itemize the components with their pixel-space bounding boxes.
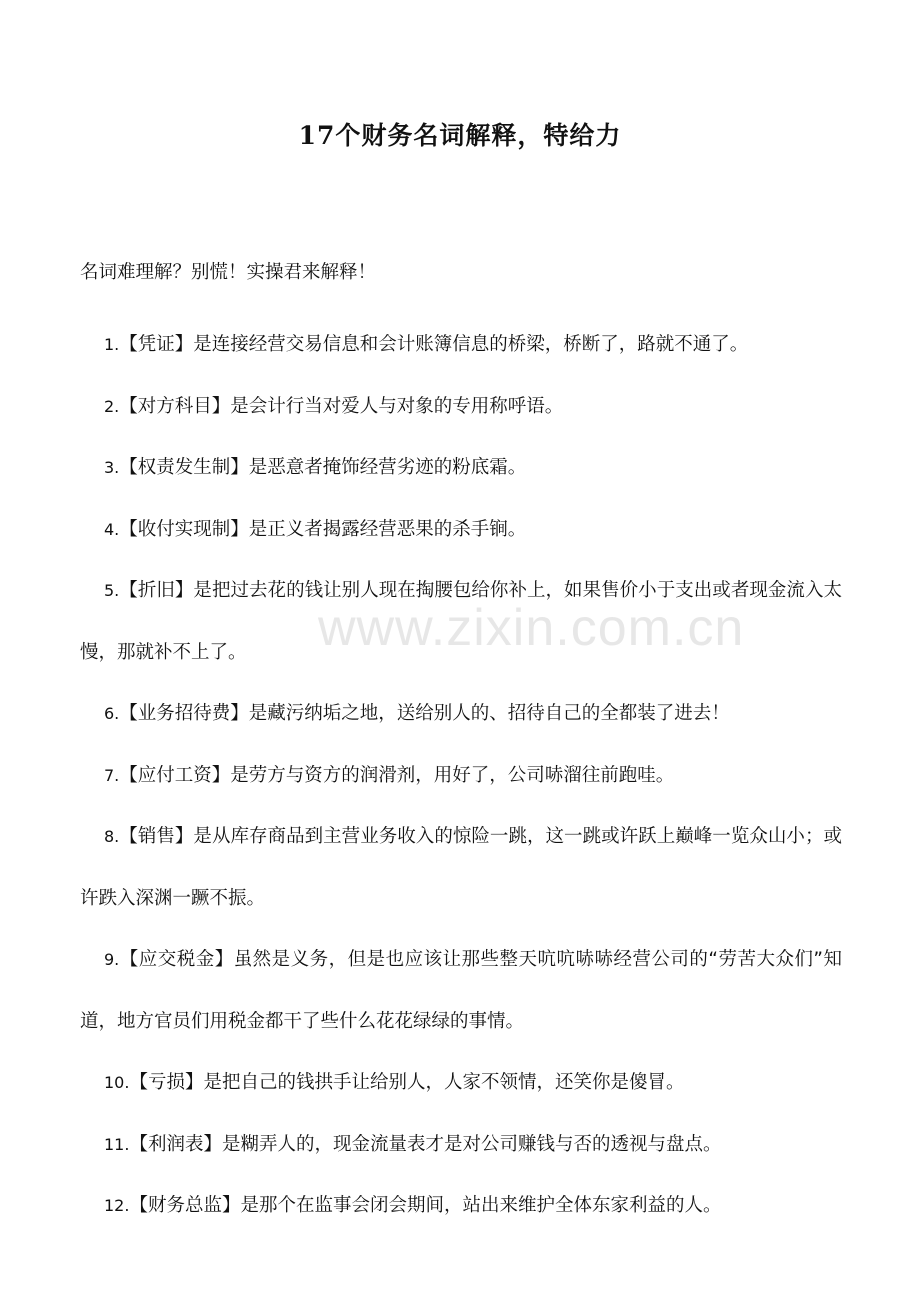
item-text: 【应交税金】虽然是义务，但是也应该让那些整天吭吭哧哧经营公司的“劳苦大众们”知道，地方官员们用税金都干了些什么花花绿绿的事情。	[80, 949, 842, 1032]
item-number: 8.	[104, 827, 120, 846]
watermark: www.zixin.com.cn	[318, 599, 745, 657]
page-title: 17个财务名词解释，特给力	[298, 121, 622, 150]
item-text: 【权责发生制】是恶意者掩饰经营劣迹的粉底霜。	[119, 457, 527, 478]
item-number: 2.	[104, 396, 120, 416]
item-number: 12.	[104, 1196, 130, 1215]
item-text: 【应付工资】是劳方与资方的润滑剂，用好了，公司哧溜往前跑哇。	[119, 764, 675, 786]
list-item	[80, 683, 842, 745]
list-item	[80, 376, 842, 438]
item-text: 【财务总监】是那个在监事会闭会期间，站出来维护全体东家利益的人。	[129, 1195, 722, 1216]
item-number: 9.	[104, 950, 120, 969]
item-number: 3.	[104, 458, 120, 477]
list-item	[80, 929, 842, 1052]
item-text: 【业务招待费】是藏污纳垢之地，送给别人的、招待自己的全都装了进去！	[119, 703, 730, 724]
item-number: 10.	[104, 1073, 130, 1092]
item-number: 4.	[104, 519, 120, 539]
list-item	[80, 560, 842, 683]
list-item	[80, 1175, 842, 1237]
item-text: 【收付实现制】是正义者揭露经营恶果的杀手锏。	[119, 518, 527, 540]
item-number: 11.	[104, 1134, 130, 1154]
item-text: 【凭证】是连接经营交易信息和会计账簿信息的桥梁，桥断了，路就不通了。	[119, 334, 749, 355]
list-item	[80, 1052, 842, 1114]
list-item	[80, 437, 842, 499]
intro-text: 名词难理解？别慌！实操君来解释！	[80, 262, 377, 283]
list-item	[80, 499, 842, 561]
item-number: 1.	[104, 335, 120, 354]
list-item	[80, 314, 842, 376]
term-list	[80, 314, 842, 1237]
item-number: 6.	[104, 704, 120, 723]
list-item	[80, 1114, 842, 1176]
item-text: 【销售】是从库存商品到主营业务收入的惊险一跳，这一跳或许跃上巅峰一览众山小；或许跌入深渊一蹶不振。	[80, 826, 842, 909]
list-item	[80, 806, 842, 929]
item-text: 【亏损】是把自己的钱拱手让给别人，人家不领情，还笑你是傻冒。	[129, 1072, 685, 1093]
list-item	[80, 745, 842, 807]
item-number: 7.	[104, 765, 120, 785]
item-number: 5.	[104, 581, 120, 600]
item-text: 【对方科目】是会计行当对爱人与对象的专用称呼语。	[119, 395, 564, 417]
item-text: 【利润表】是糊弄人的，现金流量表才是对公司赚钱与否的透视与盘点。	[129, 1133, 722, 1155]
item-text: 【折旧】是把过去花的钱让别人现在掏腰包给你补上，如果售价小于支出或者现金流入太慢，那就补不上了。	[80, 580, 842, 663]
